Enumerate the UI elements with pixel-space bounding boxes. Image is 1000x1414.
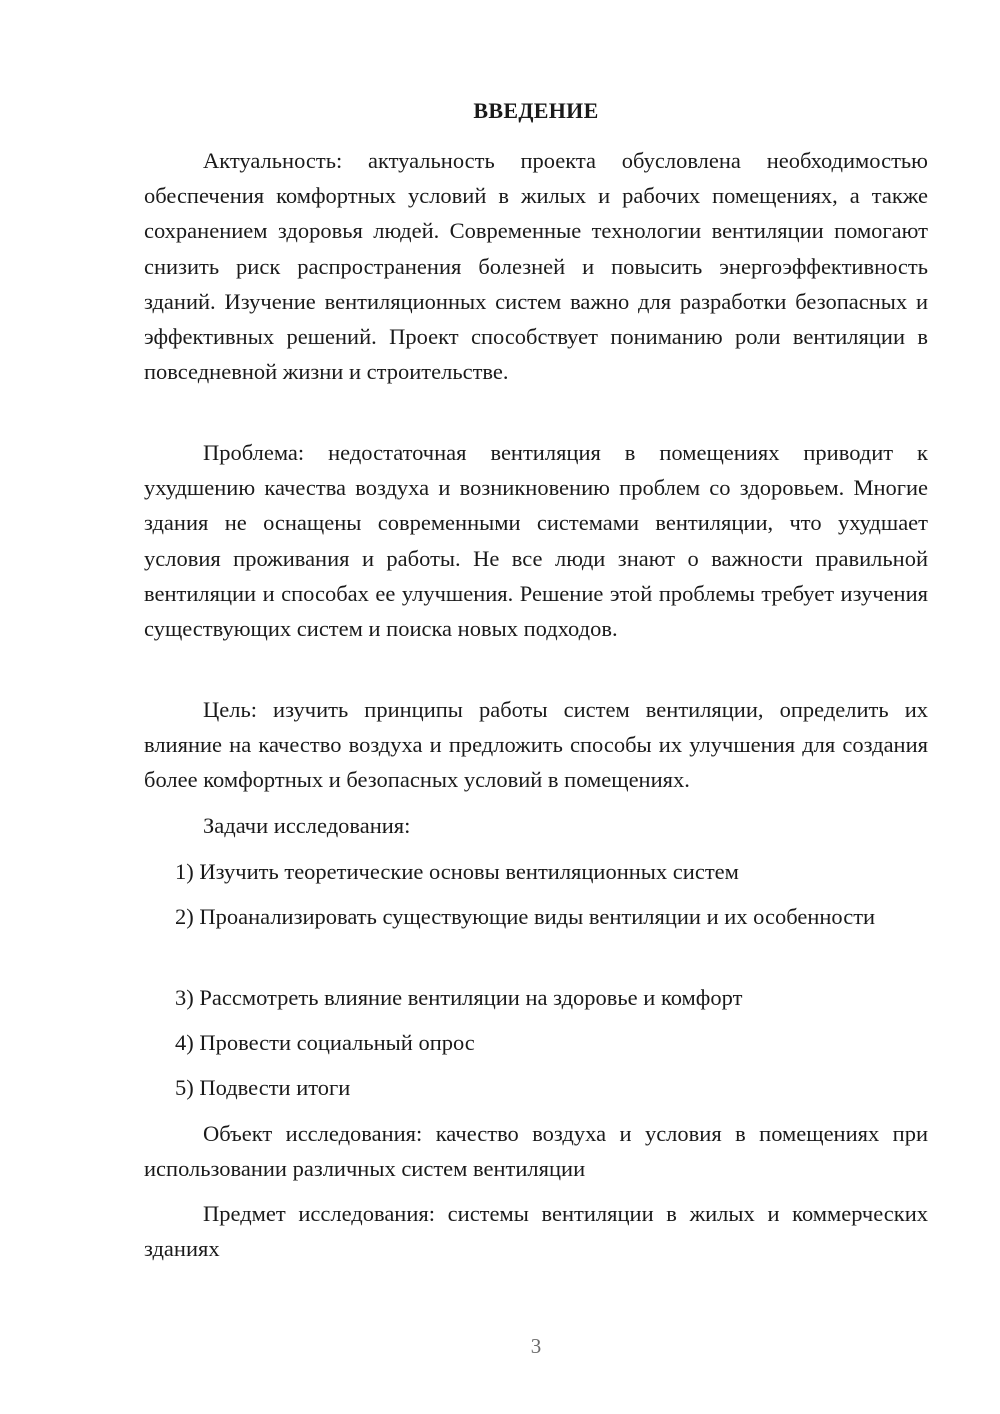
task-item-2: 2) Проанализировать существующие виды вентиляции и их особенности	[175, 904, 876, 929]
section-heading: ВВЕДЕНИЕ	[473, 98, 599, 123]
task-item-3: 3) Рассмотреть влияние вентиляции на здоровье и комфорт	[175, 985, 743, 1010]
relevance-paragraph: Актуальность: актуальность проекта обусловлена необходимостью обеспечения комфортных условий в жилых и рабочих помещениях, а также сохранением здоровья людей. Современные технологии вентиляции помогают снизить риск распространения болезней и повысить энергоэффективность зданий. Изучение вентиляционных систем важно для разработки безопасных и эффективных решений. Проект способствует пониманию роли вентиляции в повседневной жизни и строительстве.	[144, 148, 928, 385]
task-item-1: 1) Изучить теоретические основы вентиляционных систем	[175, 859, 739, 884]
object-paragraph: Объект исследования: качество воздуха и условия в помещениях при использовании различных систем вентиляции	[144, 1121, 928, 1182]
tasks-heading: Задачи исследования:	[203, 813, 411, 838]
page-number: 3	[530, 1334, 542, 1358]
task-item-4: 4) Провести социальный опрос	[175, 1030, 475, 1055]
task-item-5: 5) Подвести итоги	[175, 1075, 351, 1100]
goal-paragraph: Цель: изучить принципы работы систем вентиляции, определить их влияние на качество воздуха и предложить способы их улучшения для создания более комфортных и безопасных условий в помещениях.	[144, 697, 928, 793]
subject-paragraph: Предмет исследования: системы вентиляции в жилых и коммерческих зданиях	[144, 1201, 928, 1262]
problem-paragraph: Проблема: недостаточная вентиляция в помещениях приводит к ухудшению качества воздуха и возникновению проблем со здоровьем. Многие здания не оснащены современными системами вентиляции, что ухудшает условия проживания и работы. Не все люди знают о важности правильной вентиляции и способах ее улучшения. Решение этой проблемы требует изучения существующих систем и поиска новых подходов.	[144, 440, 928, 642]
